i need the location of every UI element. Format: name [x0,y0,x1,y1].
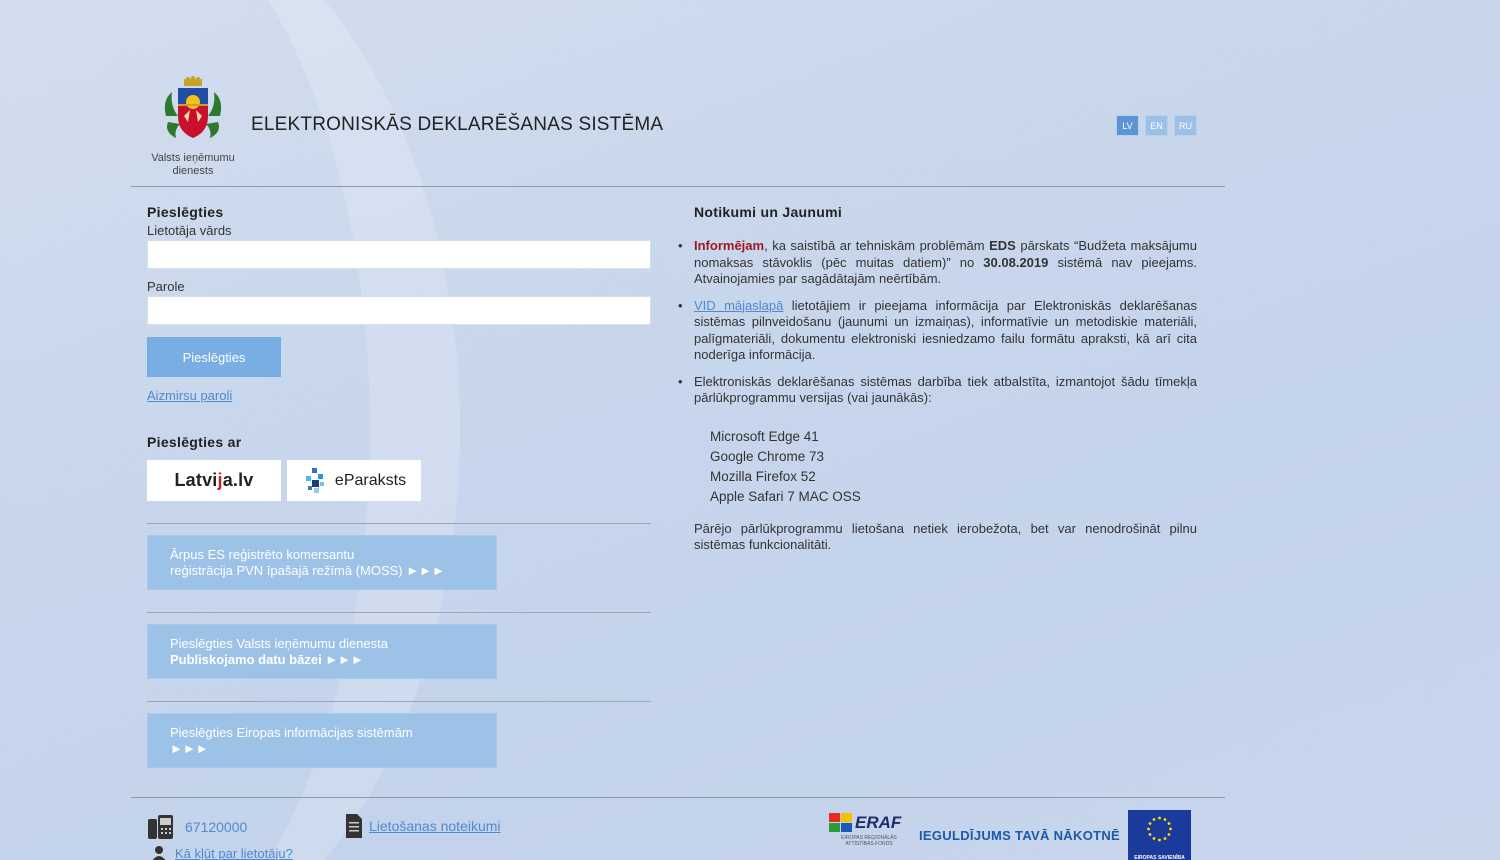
password-input[interactable] [147,296,651,325]
investment-slogan: IEGULDĪJUMS TAVĀ NĀKOTNĒ [919,828,1120,843]
latvija-lv-login-button[interactable] [147,460,281,501]
language-switcher [1116,115,1197,136]
eraf-flag-icon [829,813,853,833]
header-divider [131,186,1225,187]
public-database-button[interactable] [147,624,497,679]
moss-line2: reģistrācija PVN īpašajā režīmā (MOSS) ►►► [170,563,445,578]
username-input[interactable] [147,240,651,269]
forgot-password-link[interactable]: Aizmirsu paroli [147,388,233,403]
moss-line1: Ārpus ES reģistrēto komersantu [170,547,355,562]
eu-label: EIROPAS SAVIENĪBA [1134,855,1185,860]
latvija-lv-logo [174,470,253,491]
news-item: • VID mājaslapā lietotājiem ir pieejama informācija par Elektroniskās deklarēšanas sistēmas pilnveidošanu (jaunumi un izmaiņas), informatīvie un metodiskie materiāli, palīgmateriāli, dokumentu elektroniski iesniedzamo failu formātu apraksti, kā arī cita noderīga informācija. [694,298,1197,364]
phone-number[interactable]: 67120000 [185,819,248,835]
eu-stars-icon [1128,810,1191,850]
document-icon [345,813,363,839]
news-heading: Notikumi un Jaunumi [694,204,843,220]
login-providers [147,460,651,501]
footer-rules [345,813,501,839]
coat-of-arms-icon [158,76,228,146]
latvija-j: j [217,470,223,490]
public-db-line2: Publiskojamo datu bāzei ►►► [170,652,364,667]
section-divider [147,523,651,524]
eparaksts-login-button[interactable] [287,460,421,501]
footer-divider [131,797,1225,798]
browser-note: Pārējo pārlūkprogrammu lietošana netiek ierobežota, bet var nenodrošināt pilnu sistēmas funkcionalitāti. [694,520,1197,552]
news-item: • Informējam, ka saistībā ar tehniskām problēmām EDS pārskats “Budžeta maksājumu nomaksas stāvoklis (pēc muitas datiem)” no 30.08.2019 sistēmā nav pieejams. Atvainojamies par sagādātajām neērtībām. [694,238,1197,288]
browser-item: Microsoft Edge 41 [710,428,819,444]
lang-lv-button[interactable]: LV [1116,115,1139,136]
eu-systems-line1: Pieslēgties Eiropas informācijas sistēmām [170,725,413,740]
eraf-title: ERAF [855,813,902,832]
moss-registration-button[interactable] [147,535,497,590]
page-title: ELEKTRONISKĀS DEKLARĒŠANAS SISTĒMA [251,114,664,135]
browser-list [710,427,1197,507]
login-heading: Pieslēgties [147,204,224,220]
news-item: • Elektroniskās deklarēšanas sistēmas darbība tiek atbalstīta, izmantojot šādu tīmekļa pārlūkprogrammu versijas (vai jaunākās): [694,374,1197,407]
org-name: Valsts ieņēmumu dienests [151,152,235,177]
lang-en-button[interactable]: EN [1145,115,1168,136]
user-icon [151,845,167,860]
latvija-prefix: Latvi [174,470,218,490]
eu-systems-line2: ►►► [170,741,209,756]
login-panel [147,204,651,768]
eraf-logo [829,813,909,859]
news-panel [694,204,1197,554]
terms-of-use-link[interactable]: Lietošanas noteikumi [369,818,501,834]
lang-ru-button[interactable]: RU [1174,115,1197,136]
login-button[interactable]: Pieslēgties [147,337,281,377]
vid-homepage-link[interactable]: VID mājaslapā [694,297,784,313]
browser-item: Apple Safari 7 MAC OSS [710,488,861,504]
eparaksts-label: eParaksts [334,471,407,489]
eraf-subtitle: EIROPAS REĢIONĀLĀS ATTĪSTĪBAS FONDS [841,835,897,847]
footer-become-user [151,845,293,860]
password-label: Parole [147,279,185,294]
browser-item: Google Chrome 73 [710,448,825,464]
browser-item: Mozilla Firefox 52 [710,468,816,484]
page-container [131,0,1225,860]
eparaksts-icon [302,468,330,494]
eu-flag-logo [1128,810,1191,860]
footer-phone [147,813,247,841]
eu-systems-button[interactable] [147,713,497,768]
username-label: Lietotāja vārds [147,223,232,238]
section-divider [147,701,651,702]
public-db-line1: Pieslēgties Valsts ieņēmumu dienesta [170,636,388,651]
vid-logo[interactable] [145,76,241,178]
section-divider [147,612,651,613]
phone-icon [147,813,175,841]
alt-login-heading: Pieslēgties ar [147,434,242,450]
news-list [694,238,1197,407]
latvija-suffix: a.lv [222,470,254,490]
become-user-link[interactable]: Kā kļūt par lietotāju? [175,845,293,860]
